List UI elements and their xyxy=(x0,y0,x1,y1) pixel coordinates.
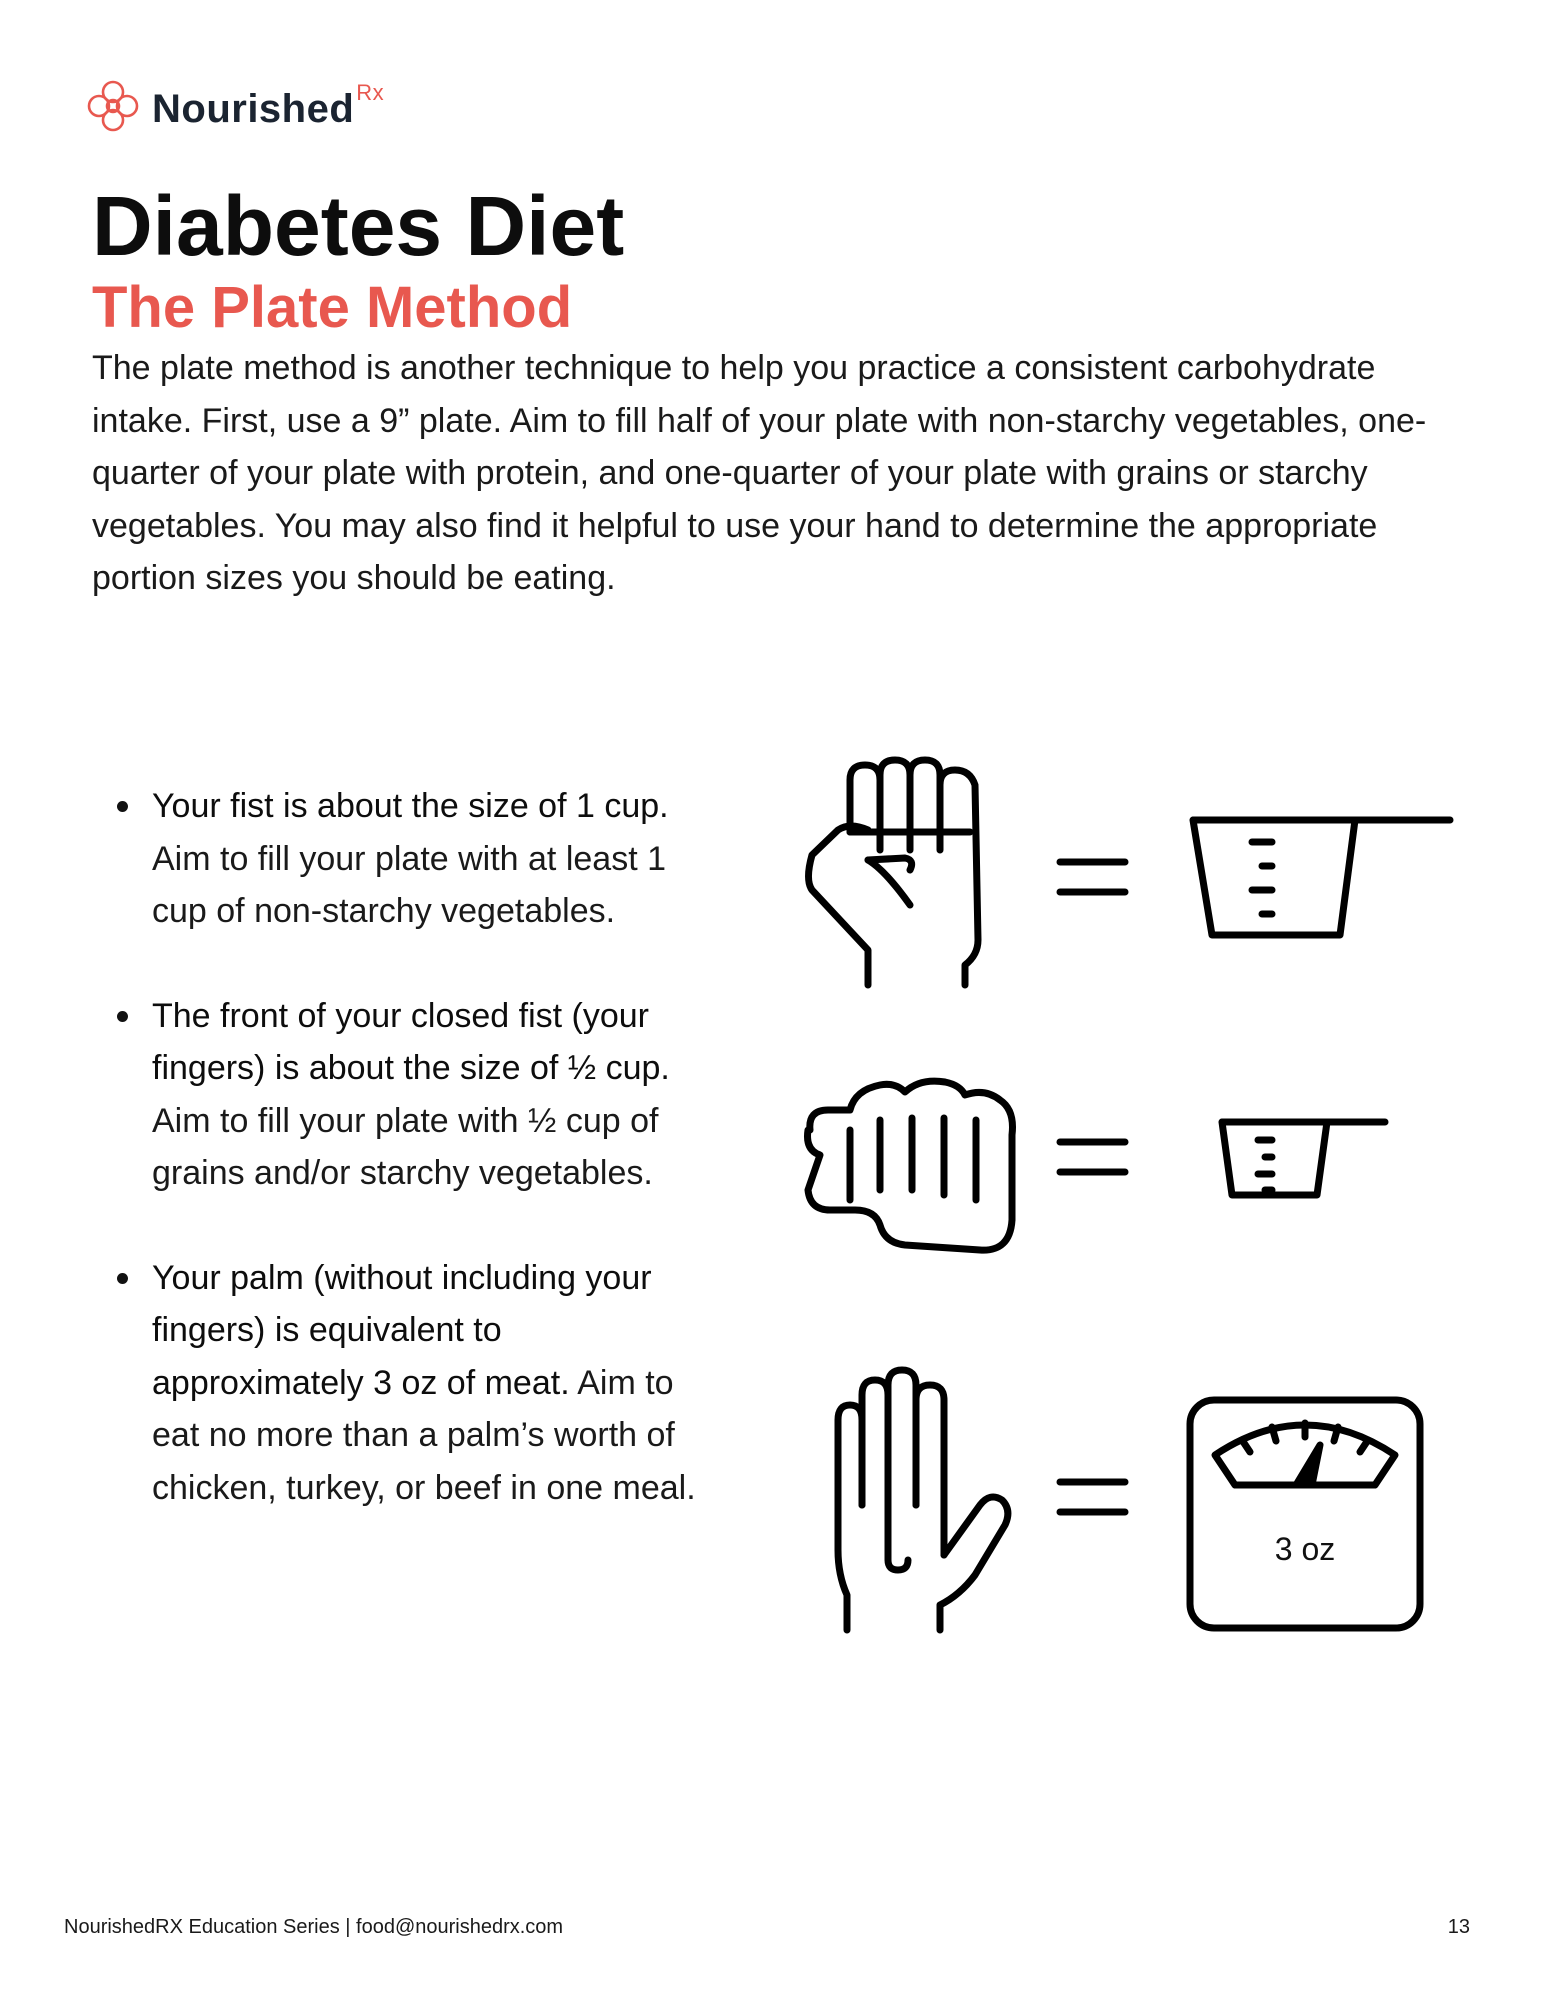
half-cup-icon xyxy=(1222,1122,1385,1195)
page-subtitle: The Plate Method xyxy=(92,275,573,340)
bullet-strong-text: The front of your closed fist (your fingers) is about the size of ½ cup. xyxy=(152,996,670,1087)
measuring-cup-icon xyxy=(1193,820,1450,935)
brand-name: Nourished$^{Rx}$ xyxy=(152,80,385,131)
footer-text: NourishedRX Education Series | food@nourishedrx.com xyxy=(64,1916,564,1938)
kitchen-scale-icon xyxy=(1190,1400,1420,1628)
open-palm-icon xyxy=(838,1370,1008,1630)
raised-fist-icon xyxy=(809,760,979,985)
bullet-text: Aim to eat no more than a palm’s worth of chicken, turkey, or beef in one meal. xyxy=(152,1363,696,1507)
intro-paragraph: The plate method is another technique to help you practice a consistent carbohydrate intake. First, use a 9” plate. Aim to fill half of your plate with non-starchy vegetables, one-quarter of your plate with protein, and one-quarter of your plate with grains or starchy vegetables. You may also find it helpful to use your hand to determine the appropriate portion sizes you should be eating. xyxy=(92,349,1427,597)
scale-weight-label: 3 oz xyxy=(1274,1531,1336,1567)
equals-icon xyxy=(1060,862,1125,892)
closed-fist-front-icon xyxy=(808,1081,1013,1250)
bullet-strong-text: Your fist is about the size of 1 cup. xyxy=(152,787,669,825)
equals-icon xyxy=(1060,1482,1125,1512)
bullet-text: Aim to fill your plate with ½ cup of grains and/or starchy vegetables. xyxy=(152,1101,659,1192)
page-title: Diabetes Diet xyxy=(92,179,625,273)
bullet-text: Aim to fill your plate with at least 1 cup of non-starchy vegetables. xyxy=(152,839,667,930)
equals-icon xyxy=(1060,1142,1125,1172)
bullet-strong-text: Your palm (without including your fingers) is equivalent to approximately 3 oz of meat. xyxy=(152,1258,652,1402)
page-number: 13 xyxy=(1447,1916,1470,1938)
brand-superscript: Rx xyxy=(356,80,385,105)
